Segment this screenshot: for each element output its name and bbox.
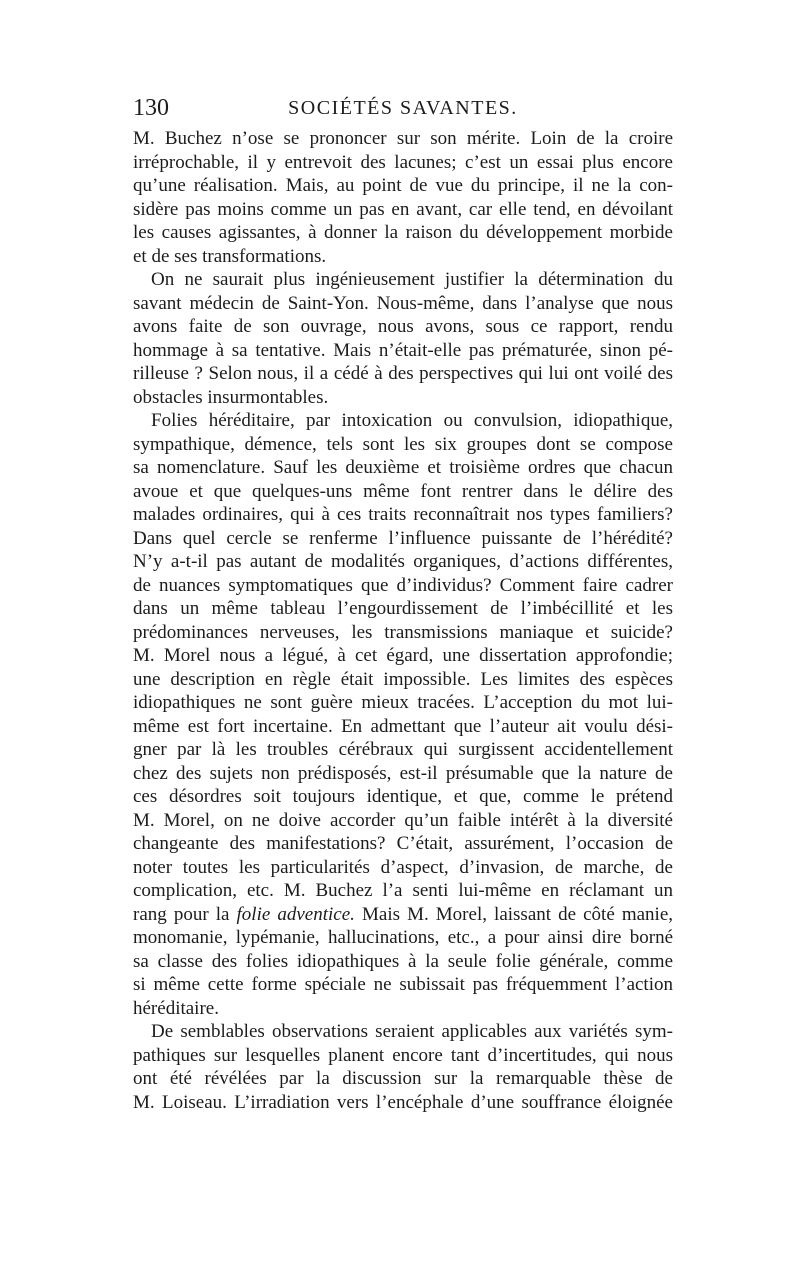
text-line: et de ses transformations. xyxy=(133,245,327,267)
text-line: ont été révélées par la discussion sur la remarquable thèse de xyxy=(133,1068,673,1089)
text-line: M. Loiseau. L’irradiation vers l’encéphale d’une souffrance éloignée xyxy=(133,1091,673,1113)
text-line: noter toutes les particularités d’aspect, d’invasion, de marche, de xyxy=(133,856,673,878)
text-line-with-italic xyxy=(133,903,673,927)
text-line: complication, etc. M. Buchez l’a senti lui-même en réclamant un xyxy=(133,880,673,901)
text-line: M. Morel, on ne doive accorder qu’un faible intérêt à la diversité xyxy=(133,809,673,831)
text-line: N’y a-t-il pas autant de modalités organiques, d’actions différentes, xyxy=(133,551,673,572)
text-line: Dans quel cercle se renferme l’influence puissante de l’hérédité? xyxy=(133,527,673,549)
text-line: sidère pas moins comme un pas en avant, car elle tend, en dévoilant xyxy=(133,198,673,220)
text-line: dans un même tableau l’engourdissement de l’imbécillité et les xyxy=(133,598,673,619)
text-line: avons faite de son ouvrage, nous avons, sous ce rapport, rendu xyxy=(133,316,673,337)
text-line: ces désordres soit toujours identique, et que, comme le prétend xyxy=(133,786,673,807)
text-line: une description en règle était impossible. Les limites des espèces xyxy=(133,668,673,690)
body-text xyxy=(133,127,673,1114)
text-line: avoue et que quelques-uns même font rentrer dans le délire des xyxy=(133,480,673,502)
text-line: M. Morel nous a légué, à cet égard, une dissertation approfondie; xyxy=(133,645,673,666)
text-line: monomanie, lypémanie, hallucinations, etc., a pour ainsi dire borné xyxy=(133,927,673,948)
page-number: 130 xyxy=(133,95,169,121)
text-line: de nuances symptomatiques que d’individus? Comment faire cadrer xyxy=(133,574,673,596)
page-header xyxy=(133,93,673,123)
text-line: sa classe des folies idiopathiques à la seule folie générale, comme xyxy=(133,950,673,972)
text-line: héréditaire. xyxy=(133,997,219,1019)
text-line: gner par là les troubles cérébraux qui surgissent accidentellement xyxy=(133,739,673,760)
text-fragment: Mais M. Morel, laissant de côté manie, xyxy=(354,903,673,925)
text-fragment: rang pour la xyxy=(133,903,237,925)
text-line: si même cette forme spéciale ne subissait pas fréquemment l’action xyxy=(133,974,673,995)
text-line: même est fort incertaine. En admettant que l’auteur ait voulu dési- xyxy=(133,715,673,737)
text-line: savant médecin de Saint-Yon. Nous-même, dans l’analyse que nous xyxy=(133,292,673,314)
text-line: les causes agissantes, à donner la raison du développement morbide xyxy=(133,222,673,243)
text-line: idiopathiques ne sont guère mieux tracées. L’acception du mot lui- xyxy=(133,692,673,713)
text-line: sa nomenclature. Sauf les deuxième et troisième ordres que chacun xyxy=(133,457,673,478)
text-line: changeante des manifestations? C’était, assurément, l’occasion de xyxy=(133,833,673,854)
text-line: De semblables observations seraient applicables aux variétés sym- xyxy=(151,1021,673,1042)
text-line: chez des sujets non prédisposés, est-il présumable que la nature de xyxy=(133,762,673,784)
text-line: Folies héréditaire, par intoxication ou convulsion, idiopathique, xyxy=(151,410,673,431)
text-line: On ne saurait plus ingénieusement justifier la détermination du xyxy=(151,269,673,290)
italic-term: folie adventice. xyxy=(236,903,355,925)
running-title: SOCIÉTÉS SAVANTES. xyxy=(288,97,518,119)
text-line: M. Buchez n’ose se prononcer sur son mérite. Loin de la croire xyxy=(133,128,673,149)
text-line: pathiques sur lesquelles planent encore tant d’incertitudes, qui nous xyxy=(133,1044,673,1066)
text-line: rilleuse ? Selon nous, il a cédé à des perspectives qui lui ont voilé des xyxy=(133,363,673,384)
text-line: obstacles insurmontables. xyxy=(133,386,329,408)
text-line: irréprochable, il y entrevoit des lacunes; c’est un essai plus encore xyxy=(133,151,673,173)
text-line: hommage à sa tentative. Mais n’était-elle pas prématurée, sinon pé- xyxy=(133,339,673,361)
text-line: qu’une réalisation. Mais, au point de vue du principe, il ne la con- xyxy=(133,175,673,196)
text-line: prédominances nerveuses, les transmissions maniaque et suicide? xyxy=(133,621,673,643)
text-line: sympathique, démence, tels sont les six groupes dont se compose xyxy=(133,433,673,455)
text-line: malades ordinaires, qui à ces traits reconnaîtrait nos types familiers? xyxy=(133,504,673,525)
